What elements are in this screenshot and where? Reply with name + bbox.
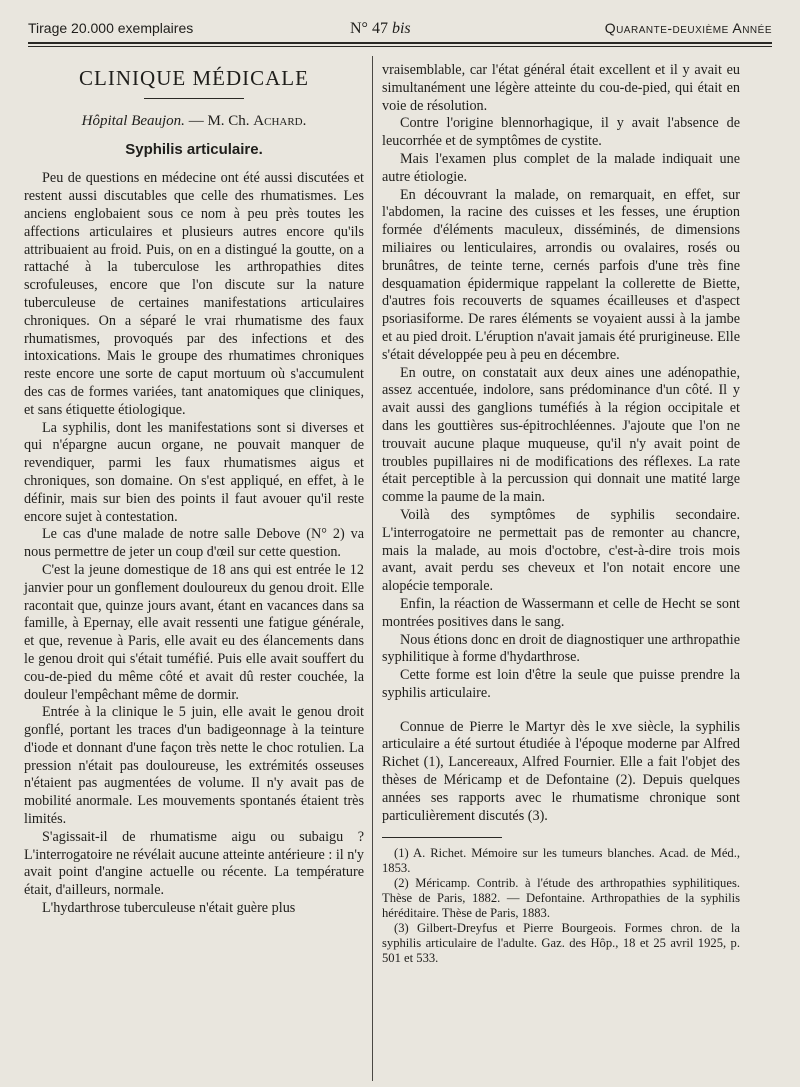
- print-run: Tirage 20.000 exemplaires: [28, 20, 194, 36]
- footnotes: [382, 846, 740, 966]
- author-surname: Achard.: [253, 112, 307, 129]
- issue-no: N° 47: [350, 20, 388, 37]
- issue-number: [350, 20, 411, 38]
- left-column: [24, 62, 364, 918]
- paragraph: Le cas d'une malade de notre salle Debove (N° 2) va nous permettre de jeter un coup d'œil sur cette question.: [24, 526, 364, 561]
- page-header: [28, 20, 772, 42]
- header-rule: [28, 42, 772, 44]
- paragraph: Entrée à la clinique le 5 juin, elle avait le genou droit gonflé, portant les traces d'un badigeonnage à la teinture d'iode et donnant d'une façon très nette le choc rotulien. La pression n'était pas douloureuse, les extrémités osseuses n'étaient pas augmentées de volume. Il n'y avait pas de mobilité anormale. Les mouvements spontanés étaient très limités.: [24, 704, 364, 828]
- article-topic: Syphilis articulaire.: [125, 140, 263, 158]
- footnote-rule: [382, 837, 502, 838]
- paragraph: Enfin, la réaction de Wassermann et celle de Hecht se sont montrées positives dans le sang.: [382, 595, 740, 630]
- hospital-name: Hôpital Beaujon.: [81, 112, 185, 129]
- paragraph: En découvrant la malade, on remarquait, en effet, sur l'abdomen, la racine des cuisses et les fesses, une éruption formée d'éléments maculeux, disséminés, de dimensions miliaires ou lenticulaires, arrondis ou ovalaires, rosés ou brunâtres, de teinte terne, cernés parfois d'une très fine desquamation épidermique rappelant la collerette de Biette, d'autres fois recouverts de squames écailleuses et d'aspect psoriasiforme. De rares éléments se voyaient aussi à la jambe et au pied droit. L'éruption n'avait jamais été prurigineuse. Elle s'était développée peu à peu en décembre.: [382, 186, 740, 363]
- paragraph: L'hydarthrose tuberculeuse n'était guère plus: [42, 900, 296, 917]
- footnote: (3) Gilbert-Dreyfus et Pierre Bourgeois. Formes chron. de la syphilis articulaire de l'adulte. Gaz. des Hôp., 18 et 25 avril 1925, p. 501 et 533.: [382, 921, 740, 966]
- paragraph: Connue de Pierre le Martyr dès le xve siècle, la syphilis articulaire a été surtout étudiée à l'époque moderne par Alfred Richet (1), Lancereaux, Alfred Fournier. Elle a fait l'objet des thèses de Méricamp et de Defontaine (2). Depuis quelques années ses rapports avec le rhumatisme chronique sont particulièrement discutés (3).: [382, 718, 740, 824]
- paragraph: S'agissait-il de rhumatisme aigu ou subaigu ? L'interrogatoire ne révélait aucune atteinte antérieure : il n'y avait point d'angine actuelle ou récente. La température était, d'ailleurs, normale.: [24, 828, 364, 899]
- right-column: [382, 62, 740, 966]
- title-rule: [144, 98, 244, 99]
- paragraph: Nous étions donc en droit de diagnostiquer une arthropathie syphilitique à forme d'hydarthrose.: [382, 631, 740, 666]
- footnote: (1) A. Richet. Mémoire sur les tumeurs blanches. Acad. de Méd., 1853.: [382, 846, 740, 876]
- paragraph: En outre, on constatait aux deux aines une adénopathie, assez accentuée, indolore, sans prédominance d'un côté. Il y avait aussi des ganglions tuméfiés à la région occipitale et dans les gouttières sus-épitrochléennes. J'ajoute que l'on ne trouvait aucune plaque muqueuse, qu'il n'y avait point de troubles pupillaires ni de modifications des réflexes. La rate était perceptible à la percussion qui donnait une matité large comme la paume de la main.: [382, 364, 740, 506]
- paragraph: Voilà des symptômes de syphilis secondaire. L'interrogatoire ne permettait pas de remonter au chancre, mais la malade, au mois d'octobre, c'est-à-dire trois mois avant, avait perdu ses cheveux et l'on notait encore une alopécie temporale.: [382, 506, 740, 595]
- section-gap: [382, 703, 740, 719]
- column-divider: [372, 56, 373, 1081]
- paragraph: C'est la jeune domestique de 18 ans qui est entrée le 12 janvier pour un gonflement douloureux du genou droit. Elle racontait que, quinze jours avant, étant en vacances dans sa famille, à Epernay, elle avait ressenti une fatigue générale, et que, revenue à Paris, elle avait eu des élancements dans le genou droit qui s'était tuméfié. Puis elle avait souffert du cou-de-pied du même côté et avait dû rester couchée, la douleur l'empêchant même de dormir.: [24, 561, 364, 703]
- paragraph-continued: vraisemblable, car l'état général était excellent et il y avait eu simultanément une légère atteinte du cou-de-pied, qui était en voie de résolution.: [382, 62, 740, 114]
- byline-sep: — M. Ch.: [184, 112, 254, 129]
- paragraph: Contre l'origine blennorhagique, il y avait l'absence de leucorrhée et de symptômes de cystite.: [382, 115, 740, 150]
- issue-bis: bis: [391, 20, 411, 37]
- paragraph: Mais l'examen plus complet de la malade indiquait une autre étiologie.: [382, 150, 740, 185]
- header-rule-thin: [28, 46, 772, 47]
- paragraph: Peu de questions en médecine ont été aussi discutées et restent aussi discutables que celle des rhumatismes. Les anciens englobaient sous ce nom à peu près toutes les affections articulaires et plusieurs autres encore qu'ils attribuaient au froid. Puis, on en a distingué la goutte, on a rattaché à la tuberculose les arthropathies dites scrofuleuses, encore que l'on discute sur la nature tuberculeuse de certaines manifestations articulaires chroniques. On a séparé le vrai rhumatisme des faux rhumatismes, provoqués par des infections et des intoxications. Mais le groupe des rhumatimes chroniques reste encore une sorte de caput mortuum où s'accumulent des cas de formes variées, tant anatomiques que cliniques, et sans étiquette étiologique.: [24, 170, 364, 418]
- paragraph: La syphilis, dont les manifestations sont si diverses et qui n'épargne aucun organe, ne pouvait manquer de revendiquer, parmi les faux rhumatismes aigus et chroniques, son domaine. On s'est appliqué, en effet, à le définir, mais sur bien des points il faut avouer qu'il reste encore sujet à contestation.: [24, 419, 364, 525]
- footnote: (2) Méricamp. Contrib. à l'étude des arthropathies syphilitiques. Thèse de Paris, 1882. — Defontaine. Arthropathies de la syphilis héréditaire. Thèse de Paris, 1883.: [382, 876, 740, 921]
- byline: [24, 113, 364, 131]
- paragraph: Cette forme est loin d'être la seule que puisse prendre la syphilis articulaire.: [382, 667, 740, 701]
- section-title: CLINIQUE MÉDICALE: [79, 66, 309, 90]
- volume-year: Quarante-deuxième Année: [604, 20, 772, 36]
